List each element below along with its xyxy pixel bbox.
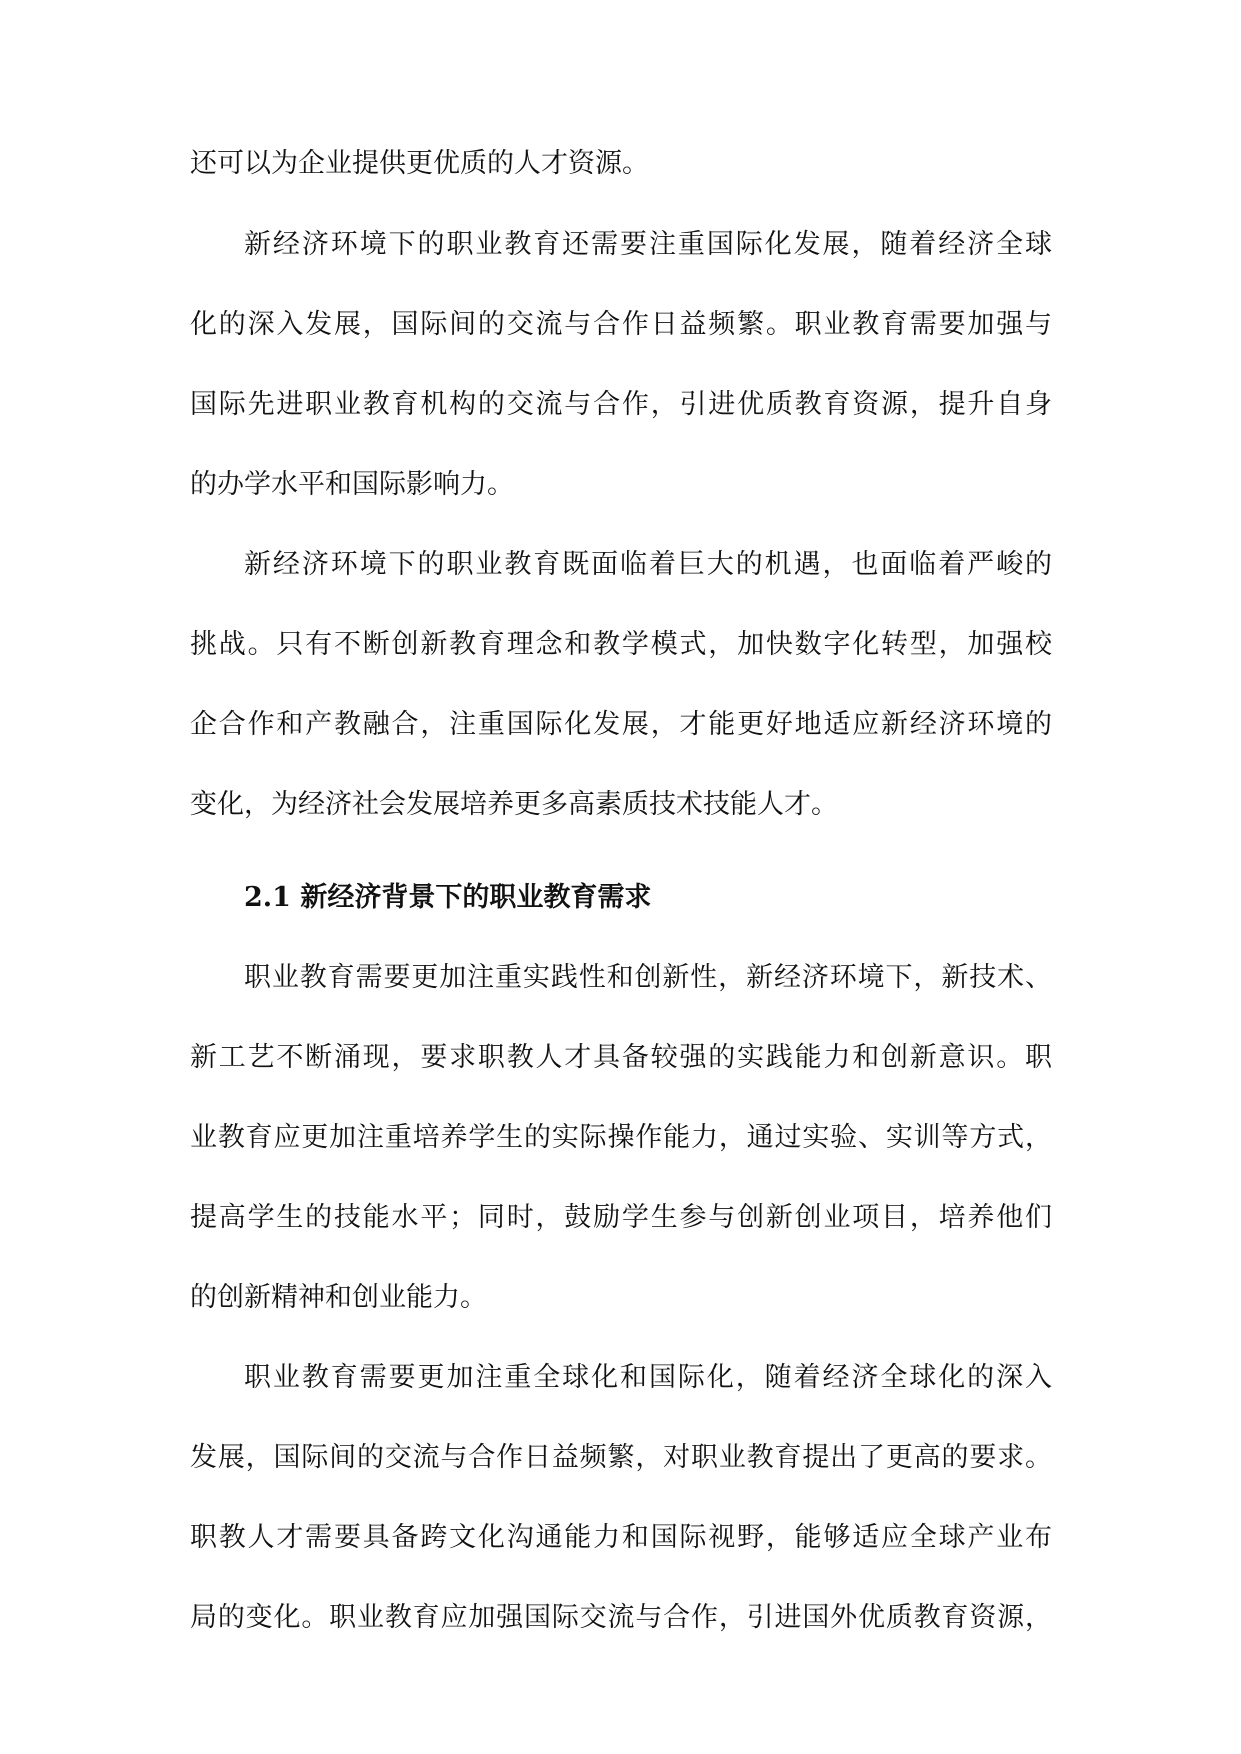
paragraph-line: 局的变化。职业教育应加强国际交流与合作，引进国外优质教育资源，	[190, 1602, 1052, 1633]
paragraph-line: 职业教育需要更加注重实践性和创新性，新经济环境下，新技术、	[244, 962, 1052, 993]
paragraph-line: 发展，国际间的交流与合作日益频繁，对职业教育提出了更高的要求。	[190, 1442, 1052, 1473]
paragraph-line: 新工艺不断涌现，要求职教人才具备较强的实践能力和创新意识。职	[190, 1042, 1052, 1073]
paragraph-line: 国际先进职业教育机构的交流与合作，引进优质教育资源，提升自身	[190, 389, 1052, 420]
paragraph-line: 企合作和产教融合，注重国际化发展，才能更好地适应新经济环境的	[190, 709, 1052, 740]
paragraph-line: 化的深入发展，国际间的交流与合作日益频繁。职业教育需要加强与	[190, 309, 1052, 340]
paragraph-line: 挑战。只有不断创新教育理念和教学模式，加快数字化转型，加强校	[190, 629, 1052, 660]
section-heading: 2.1 新经济背景下的职业教育需求	[244, 882, 652, 913]
paragraph-line: 还可以为企业提供更优质的人才资源。	[190, 148, 649, 179]
paragraph-line: 的创新精神和创业能力。	[190, 1282, 487, 1313]
paragraph-line: 职业教育需要更加注重全球化和国际化，随着经济全球化的深入	[244, 1362, 1052, 1393]
paragraph-line: 新经济环境下的职业教育还需要注重国际化发展，随着经济全球	[244, 229, 1052, 260]
paragraph-line: 变化，为经济社会发展培养更多高素质技术技能人才。	[190, 789, 838, 820]
paragraph-line: 新经济环境下的职业教育既面临着巨大的机遇，也面临着严峻的	[244, 549, 1052, 580]
paragraph-line: 提高学生的技能水平；同时，鼓励学生参与创新创业项目，培养他们	[190, 1202, 1052, 1233]
paragraph-line: 业教育应更加注重培养学生的实际操作能力，通过实验、实训等方式，	[190, 1122, 1052, 1153]
paragraph-line: 职教人才需要具备跨文化沟通能力和国际视野，能够适应全球产业布	[190, 1522, 1052, 1553]
paragraph-line: 的办学水平和国际影响力。	[190, 469, 514, 500]
